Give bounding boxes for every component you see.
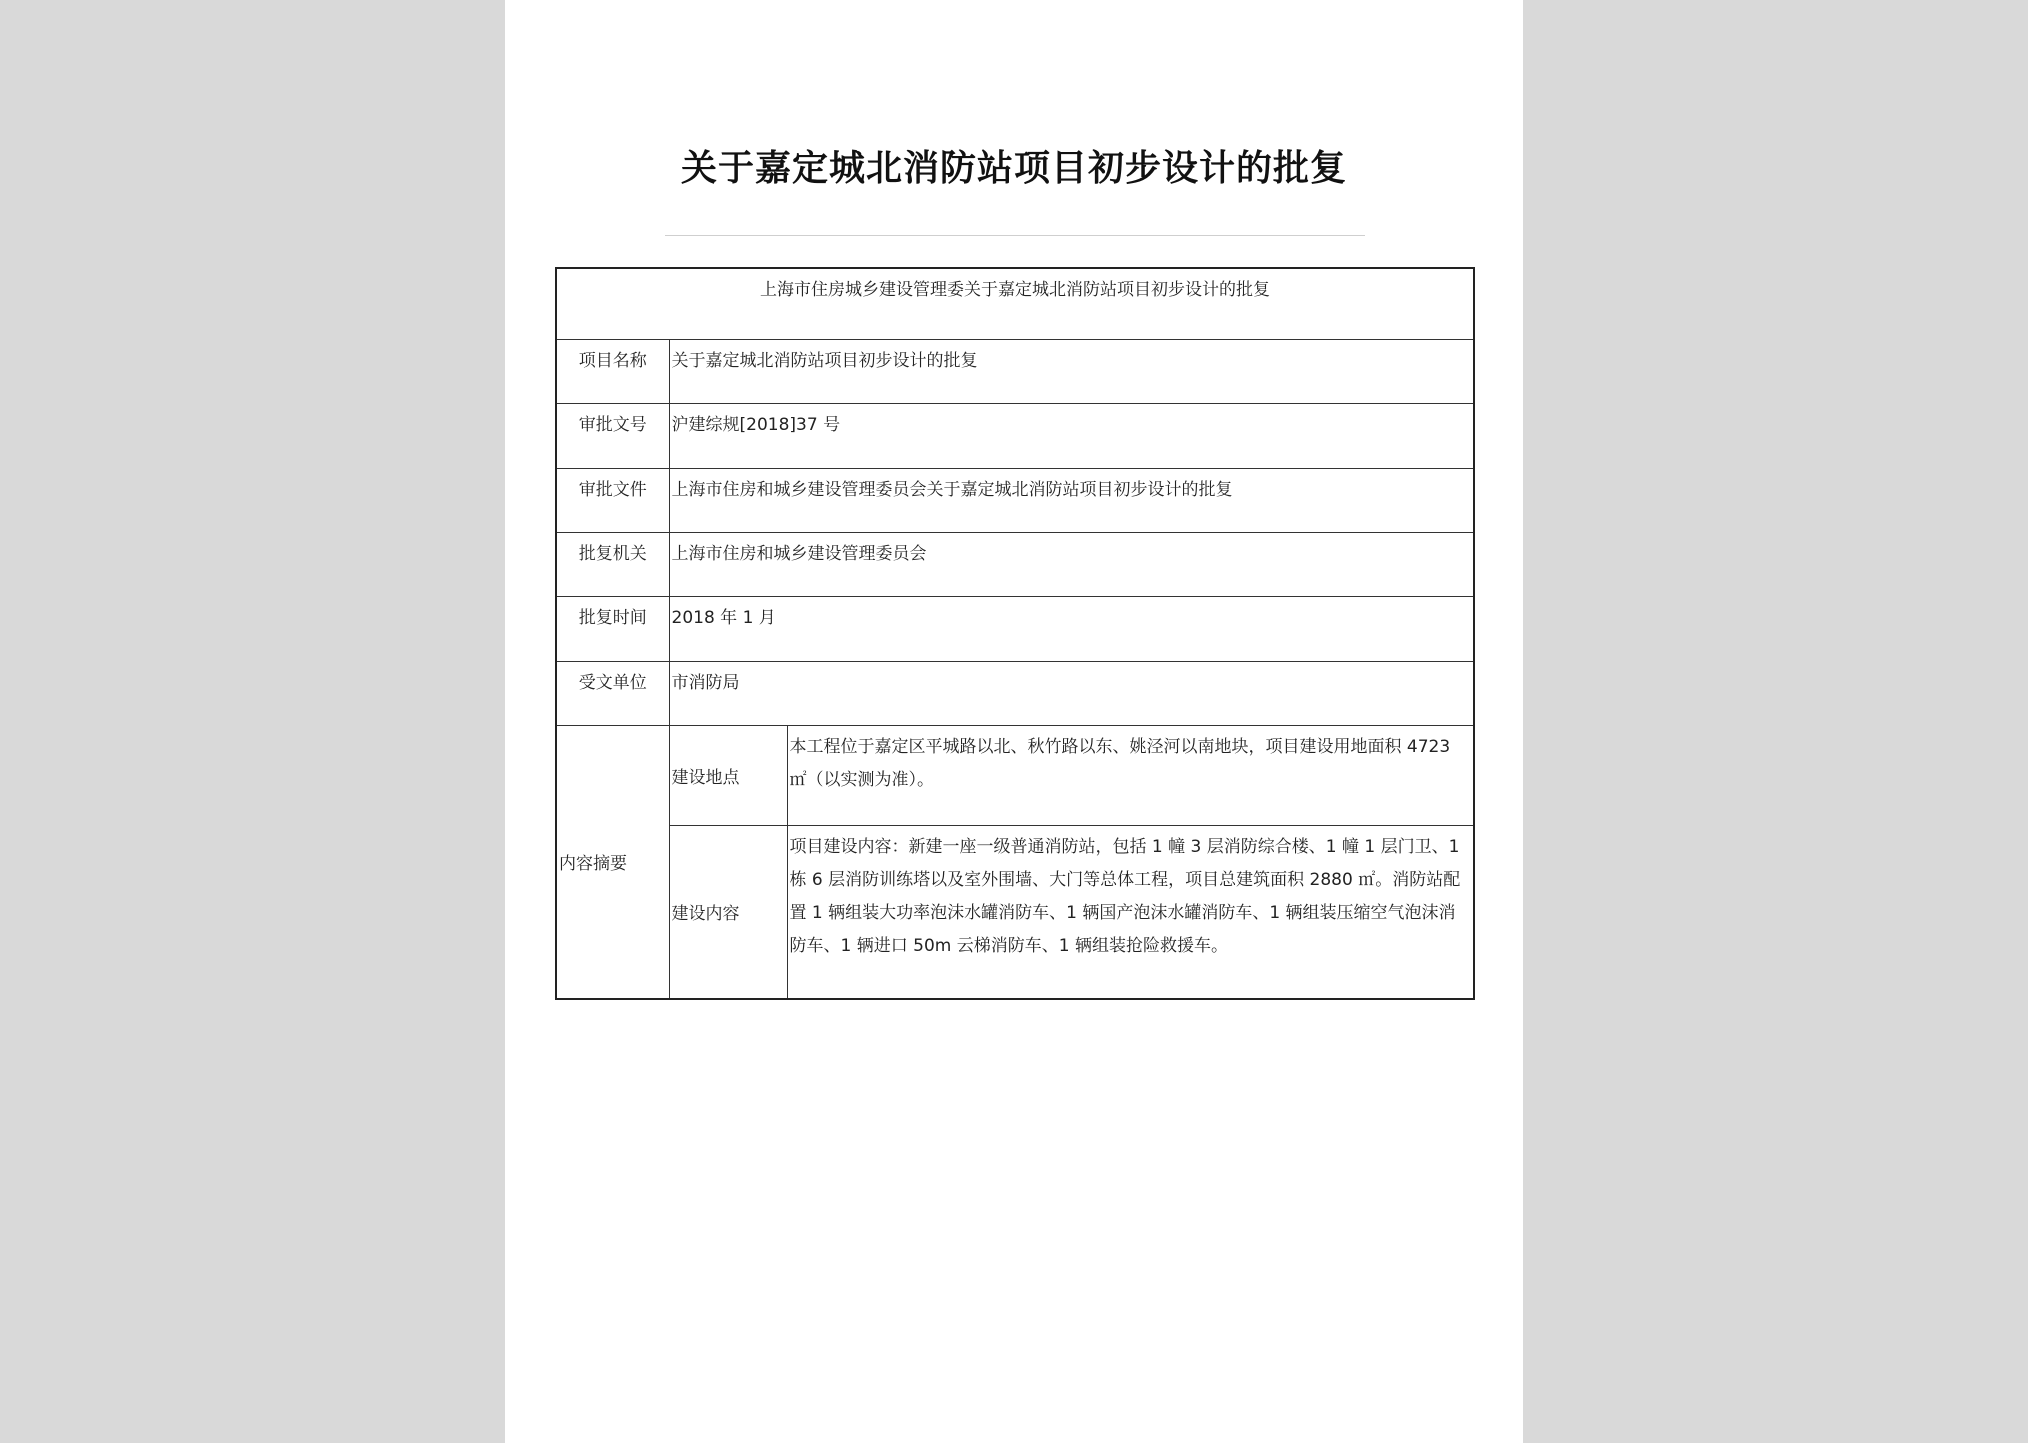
table-row [556,468,1474,532]
summary-label: 内容摘要 [556,726,669,999]
table-row [556,661,1474,725]
title-divider [665,235,1365,236]
document-title: 关于嘉定城北消防站项目初步设计的批复 [680,148,1347,189]
project-name-label: 项目名称 [556,339,669,403]
approving-authority-label: 批复机关 [556,532,669,596]
approval-number-value: 沪建综规[2018]37 号 [669,404,1474,468]
approval-number-label: 审批文号 [556,404,669,468]
recipient-label: 受文单位 [556,661,669,725]
table-row [556,597,1474,661]
approval-date-label: 批复时间 [556,597,669,661]
construction-content-value: 项目建设内容：新建一座一级普通消防站，包括 1 幢 3 层消防综合楼、1 幢 1 层门卫、1 栋 6 层消防训练塔以及室外围墙、大门等总体工程，项目总建筑面积 2880 ㎡。消防站配置 1 辆组装大功率泡沫水罐消防车、1 辆国产泡沫水罐消防车、1 辆组装压缩空气泡沫消防车、1 辆进口 50m 云梯消防车、1 辆组装抢险救援车。 [787,826,1474,999]
approving-authority-value: 上海市住房和城乡建设管理委员会 [669,532,1474,596]
table-row [556,826,1474,999]
approval-info-table [555,267,1475,1000]
location-label: 建设地点 [669,726,787,826]
table-row [556,339,1474,403]
table-row [556,532,1474,596]
recipient-value: 市消防局 [669,661,1474,725]
approval-date-value: 2018 年 1 月 [669,597,1474,661]
table-row [556,726,1474,826]
location-value: 本工程位于嘉定区平城路以北、秋竹路以东、姚泾河以南地块，项目建设用地面积 4723 ㎡（以实测为准）。 [787,726,1474,826]
table-header: 上海市住房城乡建设管理委关于嘉定城北消防站项目初步设计的批复 [556,268,1474,339]
approval-document-value: 上海市住房和城乡建设管理委员会关于嘉定城北消防站项目初步设计的批复 [669,468,1474,532]
project-name-value: 关于嘉定城北消防站项目初步设计的批复 [669,339,1474,403]
construction-content-label: 建设内容 [669,826,787,999]
approval-document-label: 审批文件 [556,468,669,532]
table-row [556,404,1474,468]
table-header-row [556,268,1474,339]
document-page [505,0,1523,1443]
